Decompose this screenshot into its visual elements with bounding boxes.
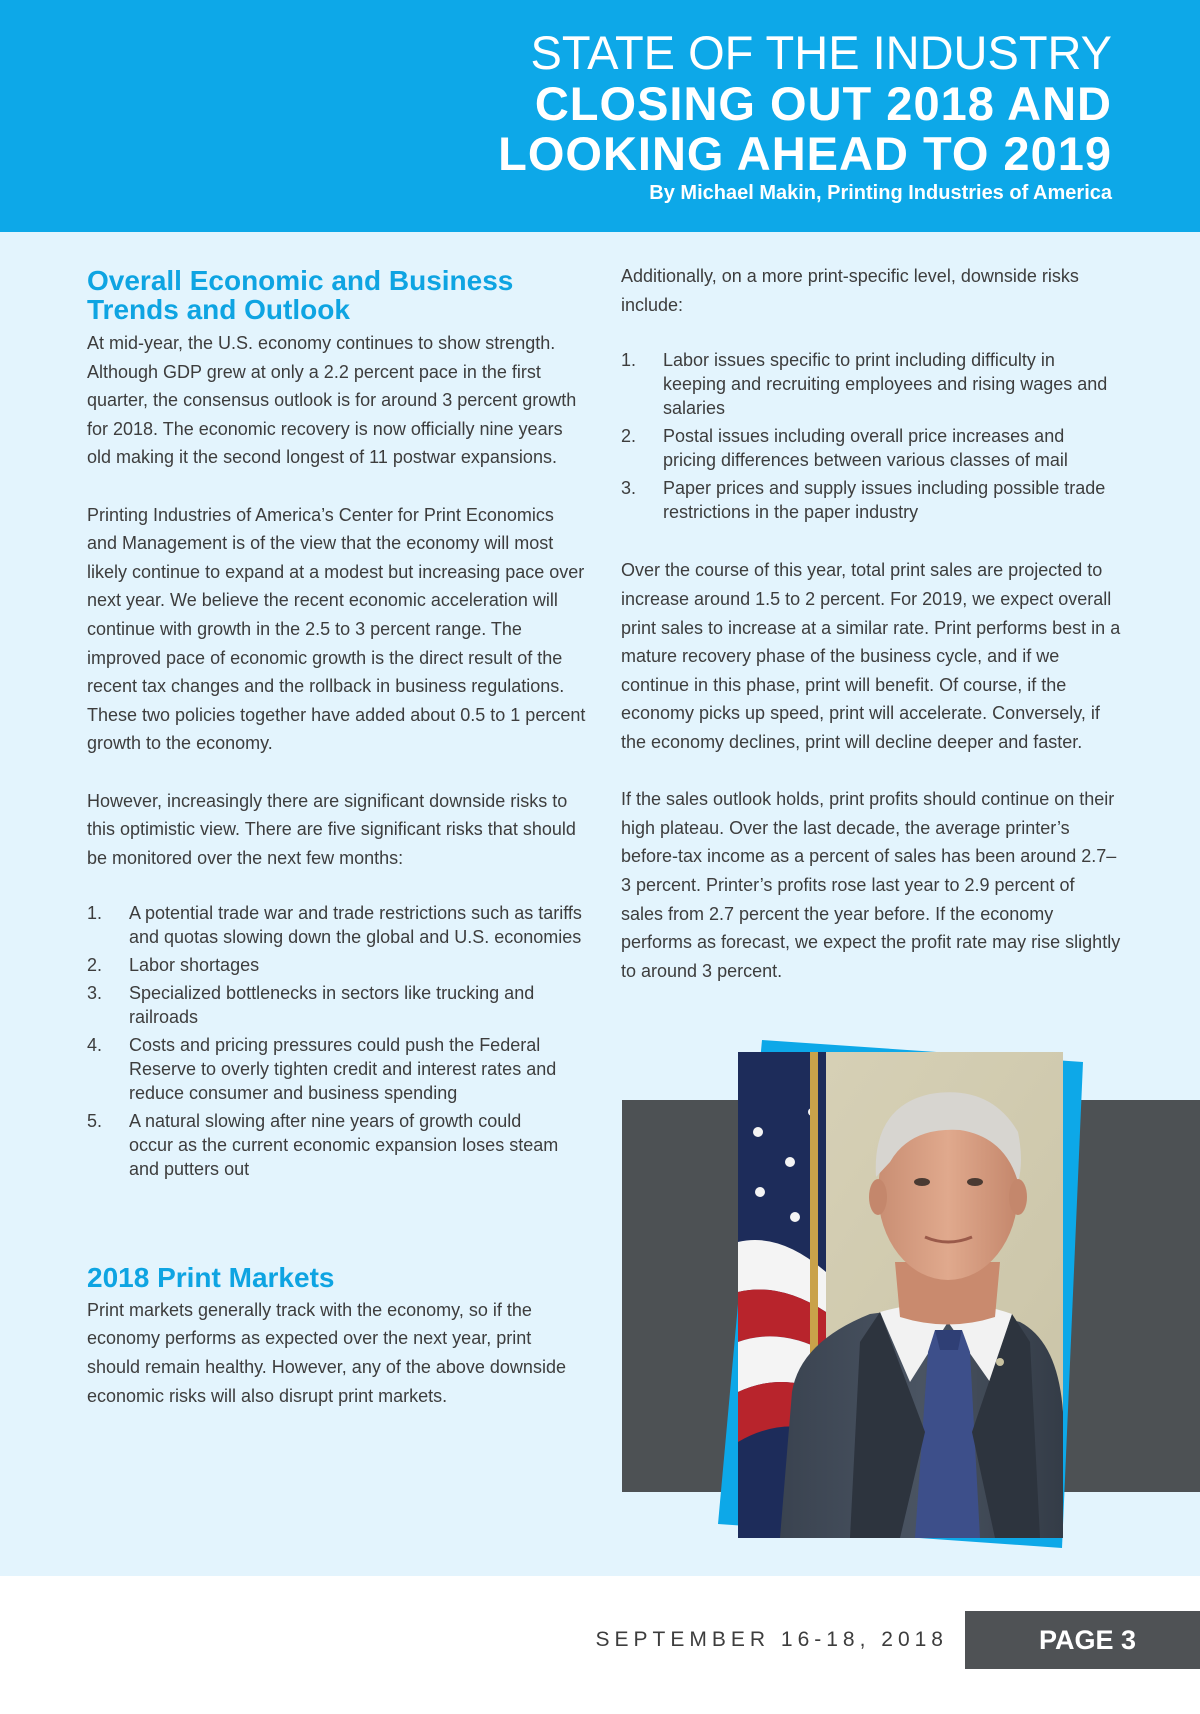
header-banner bbox=[0, 0, 1200, 232]
list-number: 4. bbox=[87, 1034, 103, 1055]
paragraph: Printing Industries of America’s Center for Print Economics and Management is of the view that the economy will most likely continue to expand at a modest but increasing pace over next year. We believe the recent economic acceleration will continue with growth in the 2.5 to 3 percent range. The improved pace of economic growth is the direct result of the recent tax changes and the rollback in business regulations. These two policies together have added about 0.5 to 1 percent growth to the economy. bbox=[87, 504, 586, 754]
list-text: Postal issues including overall price increases and pricing differences between various classes of mail bbox=[663, 425, 1068, 470]
paragraph: Print markets generally track with the economy, so if the economy performs as expected over the next year, print should remain healthy. However, any of the above downside economic risks will also disrupt print markets. bbox=[87, 1299, 566, 1406]
paragraph: However, increasingly there are significant downside risks to this optimistic view. There are five significant risks that should be monitored over the next few months: bbox=[87, 790, 576, 868]
portrait-image bbox=[738, 1052, 1063, 1538]
list-number: 3. bbox=[621, 477, 637, 498]
event-date: SEPTEMBER 16-18, 2018 bbox=[595, 1628, 948, 1651]
list-number: 2. bbox=[87, 954, 103, 975]
heading-print-markets: 2018 Print Markets bbox=[87, 1261, 335, 1293]
list-number: 2. bbox=[621, 425, 637, 446]
heading-economic-outlook: Overall Economic and Business Trends and Outlook bbox=[87, 265, 514, 325]
paragraph: Additionally, on a more print-specific level, downside risks include: bbox=[621, 266, 1079, 315]
article-body bbox=[0, 232, 1200, 1576]
list-text: Specialized bottlenecks in sectors like trucking and railroads bbox=[129, 982, 535, 1027]
list-text: A potential trade war and trade restrictions such as tariffs and quotas slowing down the global and U.S. economies bbox=[129, 902, 582, 947]
list-text: Labor issues specific to print including difficulty in keeping and recruiting employees and rising wages and salaries bbox=[663, 349, 1108, 418]
list-number: 3. bbox=[87, 982, 103, 1003]
paragraph: If the sales outlook holds, print profits should continue on their high plateau. Over the last decade, the average printer’s before-tax income as a percent of sales has been around 2.7–3 percent. Printer’s profits rose last year to 2.9 percent of sales from 2.7 percent the year before. If the economy performs as forecast, we expect the profit rate may rise slightly to around 3 percent. bbox=[621, 789, 1121, 981]
list-text: Labor shortages bbox=[129, 954, 260, 975]
paragraph: At mid-year, the U.S. economy continues to show strength. Although GDP grew at only a 2.2 percent pace in the first quarter, the consensus outlook is for around 3 percent growth for 2018. The economic recovery is now officially nine years old making it the second longest of 11 postwar expansions. bbox=[87, 333, 577, 468]
list-number: 5. bbox=[87, 1110, 103, 1131]
paragraph: Over the course of this year, total print sales are projected to increase around 1.5 to 2 percent. For 2019, we expect overall print sales to increase at a similar rate. Print performs best in a mature recovery phase of the business cycle, and if we continue in this phase, print will benefit. Of course, if the economy picks up speed, print will accelerate. Conversely, if the economy declines, print will decline deeper and faster. bbox=[621, 560, 1121, 752]
byline: By Michael Makin, Printing Industries of America bbox=[649, 182, 1112, 204]
section-kicker: STATE OF THE INDUSTRY bbox=[530, 26, 1112, 79]
list-text: Costs and pricing pressures could push the Federal Reserve to overly tighten credit and interest rates and reduce consumer and business spending bbox=[129, 1034, 557, 1103]
article-title-line-1: CLOSING OUT 2018 AND bbox=[534, 77, 1112, 130]
page-number-tab: PAGE 3 bbox=[965, 1611, 1200, 1669]
list-number: 1. bbox=[621, 349, 637, 370]
list-number: 1. bbox=[87, 902, 103, 923]
article-title-line-2: LOOKING AHEAD TO 2019 bbox=[498, 127, 1112, 180]
list-text: Paper prices and supply issues including possible trade restrictions in the paper industry bbox=[663, 477, 1106, 522]
list-text: A natural slowing after nine years of growth could occur as the current economic expansion loses steam and putters out bbox=[129, 1110, 559, 1179]
author-photo bbox=[0, 232, 1200, 1576]
